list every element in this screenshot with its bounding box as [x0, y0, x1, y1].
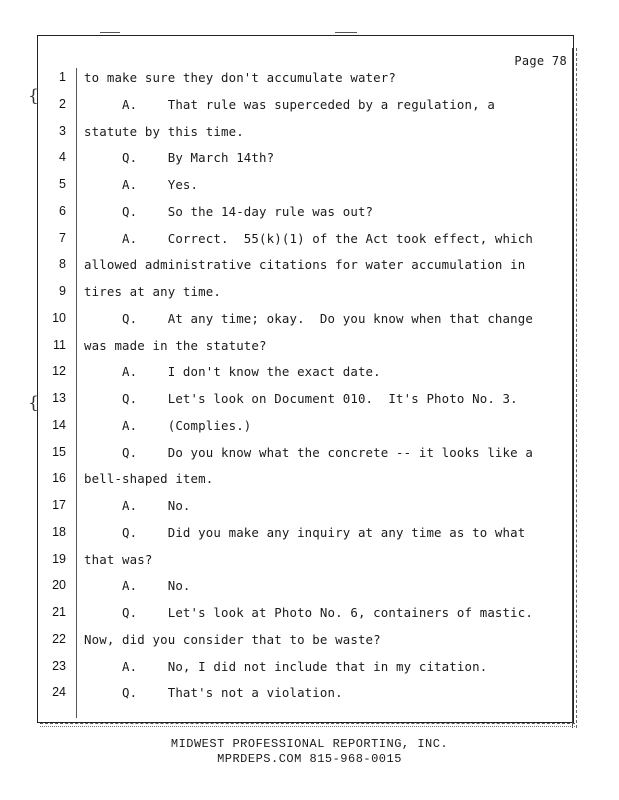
line-text: A. That rule was superceded by a regulation, a [84, 96, 495, 112]
line-text: Q. Did you make any inquiry at any time as to what [84, 524, 526, 540]
line-text: Q. Let's look at Photo No. 6, containers of mastic. [84, 605, 533, 620]
line-text: A. Correct. 55(k)(1) of the Act took effect, which [84, 230, 533, 246]
line-number: 10 [52, 310, 66, 325]
line-text: Q. By March 14th? [84, 150, 275, 166]
line-number: 23 [52, 658, 66, 673]
transcript-line [0, 204, 619, 224]
line-text: bell-shaped item. [84, 471, 214, 487]
line-number: 17 [52, 498, 66, 512]
line-number: 20 [52, 578, 66, 593]
line-number: 13 [52, 391, 66, 405]
transcript-line [0, 685, 619, 705]
transcript-line [0, 97, 619, 117]
line-number: 19 [52, 551, 66, 566]
line-number: 21 [52, 605, 66, 619]
transcript-line [0, 418, 619, 438]
line-number: 14 [52, 417, 66, 432]
transcript-line [0, 231, 619, 251]
line-text: A. No, I did not include that in my citation. [84, 658, 488, 674]
transcript-line [0, 150, 619, 170]
line-text: A. No. [84, 498, 191, 513]
line-number: 4 [59, 150, 66, 165]
line-number: 24 [52, 685, 66, 700]
line-text: Now, did you consider that to be waste? [84, 631, 381, 647]
transcript-line [0, 659, 619, 679]
line-text: that was? [84, 551, 153, 567]
transcript-line [0, 257, 619, 277]
transcript-line [0, 284, 619, 304]
transcript-line [0, 391, 619, 411]
line-text: Q. That's not a violation. [84, 685, 343, 701]
line-text: statute by this time. [84, 123, 244, 139]
line-number: 3 [59, 123, 66, 138]
line-number: 12 [52, 364, 66, 379]
line-text: A. (Complies.) [84, 417, 252, 433]
footer-company: MIDWEST PROFESSIONAL REPORTING, INC. [170, 737, 449, 751]
transcript-line [0, 70, 619, 90]
line-text: Q. At any time; okay. Do you know when that change [84, 310, 533, 326]
line-number: 5 [59, 177, 66, 191]
line-number: 15 [52, 444, 66, 459]
line-number: 8 [59, 257, 66, 272]
line-number: 16 [52, 471, 66, 486]
line-text: A. Yes. [84, 177, 199, 192]
line-text: was made in the statute? [84, 337, 267, 353]
transcript-line [0, 177, 619, 197]
line-text: Q. So the 14-day rule was out? [84, 203, 374, 219]
line-text: to make sure they don't accumulate water? [84, 70, 397, 85]
line-number: 9 [59, 284, 66, 298]
transcript-line [0, 311, 619, 331]
line-number: 2 [59, 96, 66, 111]
transcript-line [0, 525, 619, 545]
margin-bracket: { [28, 86, 39, 106]
transcript-line [0, 552, 619, 572]
line-text: A. No. [84, 578, 191, 594]
scan-mark [100, 32, 120, 36]
page-number: Page 78 [514, 54, 567, 68]
transcript-line [0, 364, 619, 384]
line-text: A. I don't know the exact date. [84, 364, 381, 380]
line-number: 7 [59, 230, 66, 245]
transcript-line [0, 338, 619, 358]
transcript-line [0, 578, 619, 598]
margin-bracket: { [28, 393, 39, 413]
frame-edge-bottom [40, 723, 575, 727]
line-text: tires at any time. [84, 284, 221, 299]
line-number: 11 [53, 337, 66, 352]
line-text: Q. Do you know what the concrete -- it looks like a [84, 444, 533, 460]
transcript-line [0, 632, 619, 652]
transcript-line [0, 471, 619, 491]
line-number: 1 [59, 70, 66, 84]
footer-contact: MPRDEPS.COM 815-968-0015 [217, 752, 402, 766]
transcript-line [0, 605, 619, 625]
scan-mark [335, 32, 357, 36]
transcript-line [0, 445, 619, 465]
transcript-line [0, 498, 619, 518]
line-number: 6 [59, 203, 66, 218]
line-text: Q. Let's look on Document 010. It's Photo No. 3. [84, 391, 518, 406]
line-text: allowed administrative citations for water accumulation in [84, 257, 526, 273]
transcript-line [0, 124, 619, 144]
line-number: 22 [52, 631, 66, 646]
line-number: 18 [52, 524, 66, 539]
